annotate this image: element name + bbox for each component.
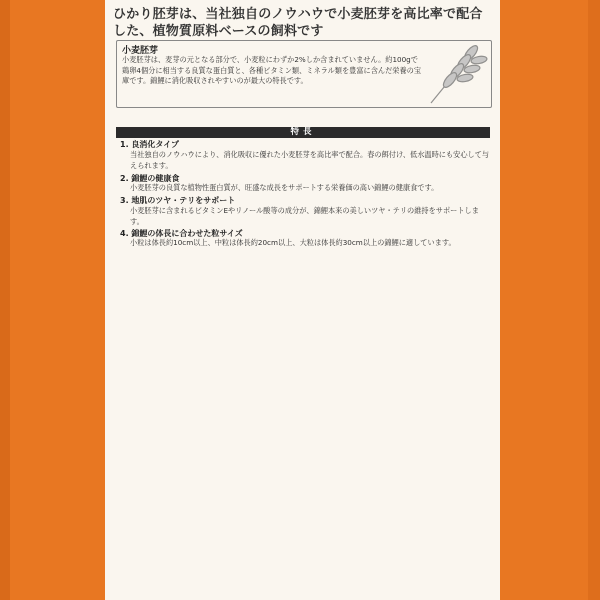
feature-3-body: 小麦胚芽に含まれるビタミンEやリノール酸等の成分が、錦鯉本来の美しいツヤ・テリの維持をサポートします。	[130, 206, 479, 226]
feature-4-body: 小粒は体長約10cm以上、中粒は体長約20cm以上、大粒は体長約30cm以上の錦鯉に適しています。	[130, 238, 456, 247]
intro-text: ひかり胚芽は、当社独自のノウハウで小麦胚芽を高比率で配合した、植物質原料ベースの飼料です	[113, 7, 483, 39]
feature-4-title: 4. 錦鯉の体長に合わせた粒サイズ	[120, 229, 243, 238]
features-heading: 特長	[116, 127, 490, 138]
germ-box-title: 小麦胚芽	[122, 46, 159, 56]
feature-2-body: 小麦胚芽の良質な植物性蛋白質が、旺盛な成長をサポートする栄養価の高い錦鯉の健康食です。	[130, 183, 439, 192]
feature-2-title: 2. 錦鯉の健康食	[120, 174, 180, 183]
left-edge	[0, 0, 10, 600]
right-edge	[588, 0, 600, 600]
germ-box-body: 小麦胚芽は、麦芽の元となる部分で、小麦粒にわずか2%しか含まれていません。約100gで鶏卵4個分に相当する良質な蛋白質と、各種ビタミン類、ミネラル類を豊富に含んだ栄養の宝庫です。錦鯉に消化吸収されやすいのが最大の特長です。	[122, 55, 422, 85]
wheat-icon	[421, 38, 491, 108]
feature-1-title: 1. 良消化タイプ	[120, 140, 179, 149]
feature-1-body: 当社独自のノウハウにより、消化吸収に優れた小麦胚芽を高比率で配合。春の餌付け、低水温時にも安心して与えられます。	[130, 150, 490, 170]
feature-3-title: 3. 地肌のツヤ・テリをサポート	[120, 196, 236, 205]
